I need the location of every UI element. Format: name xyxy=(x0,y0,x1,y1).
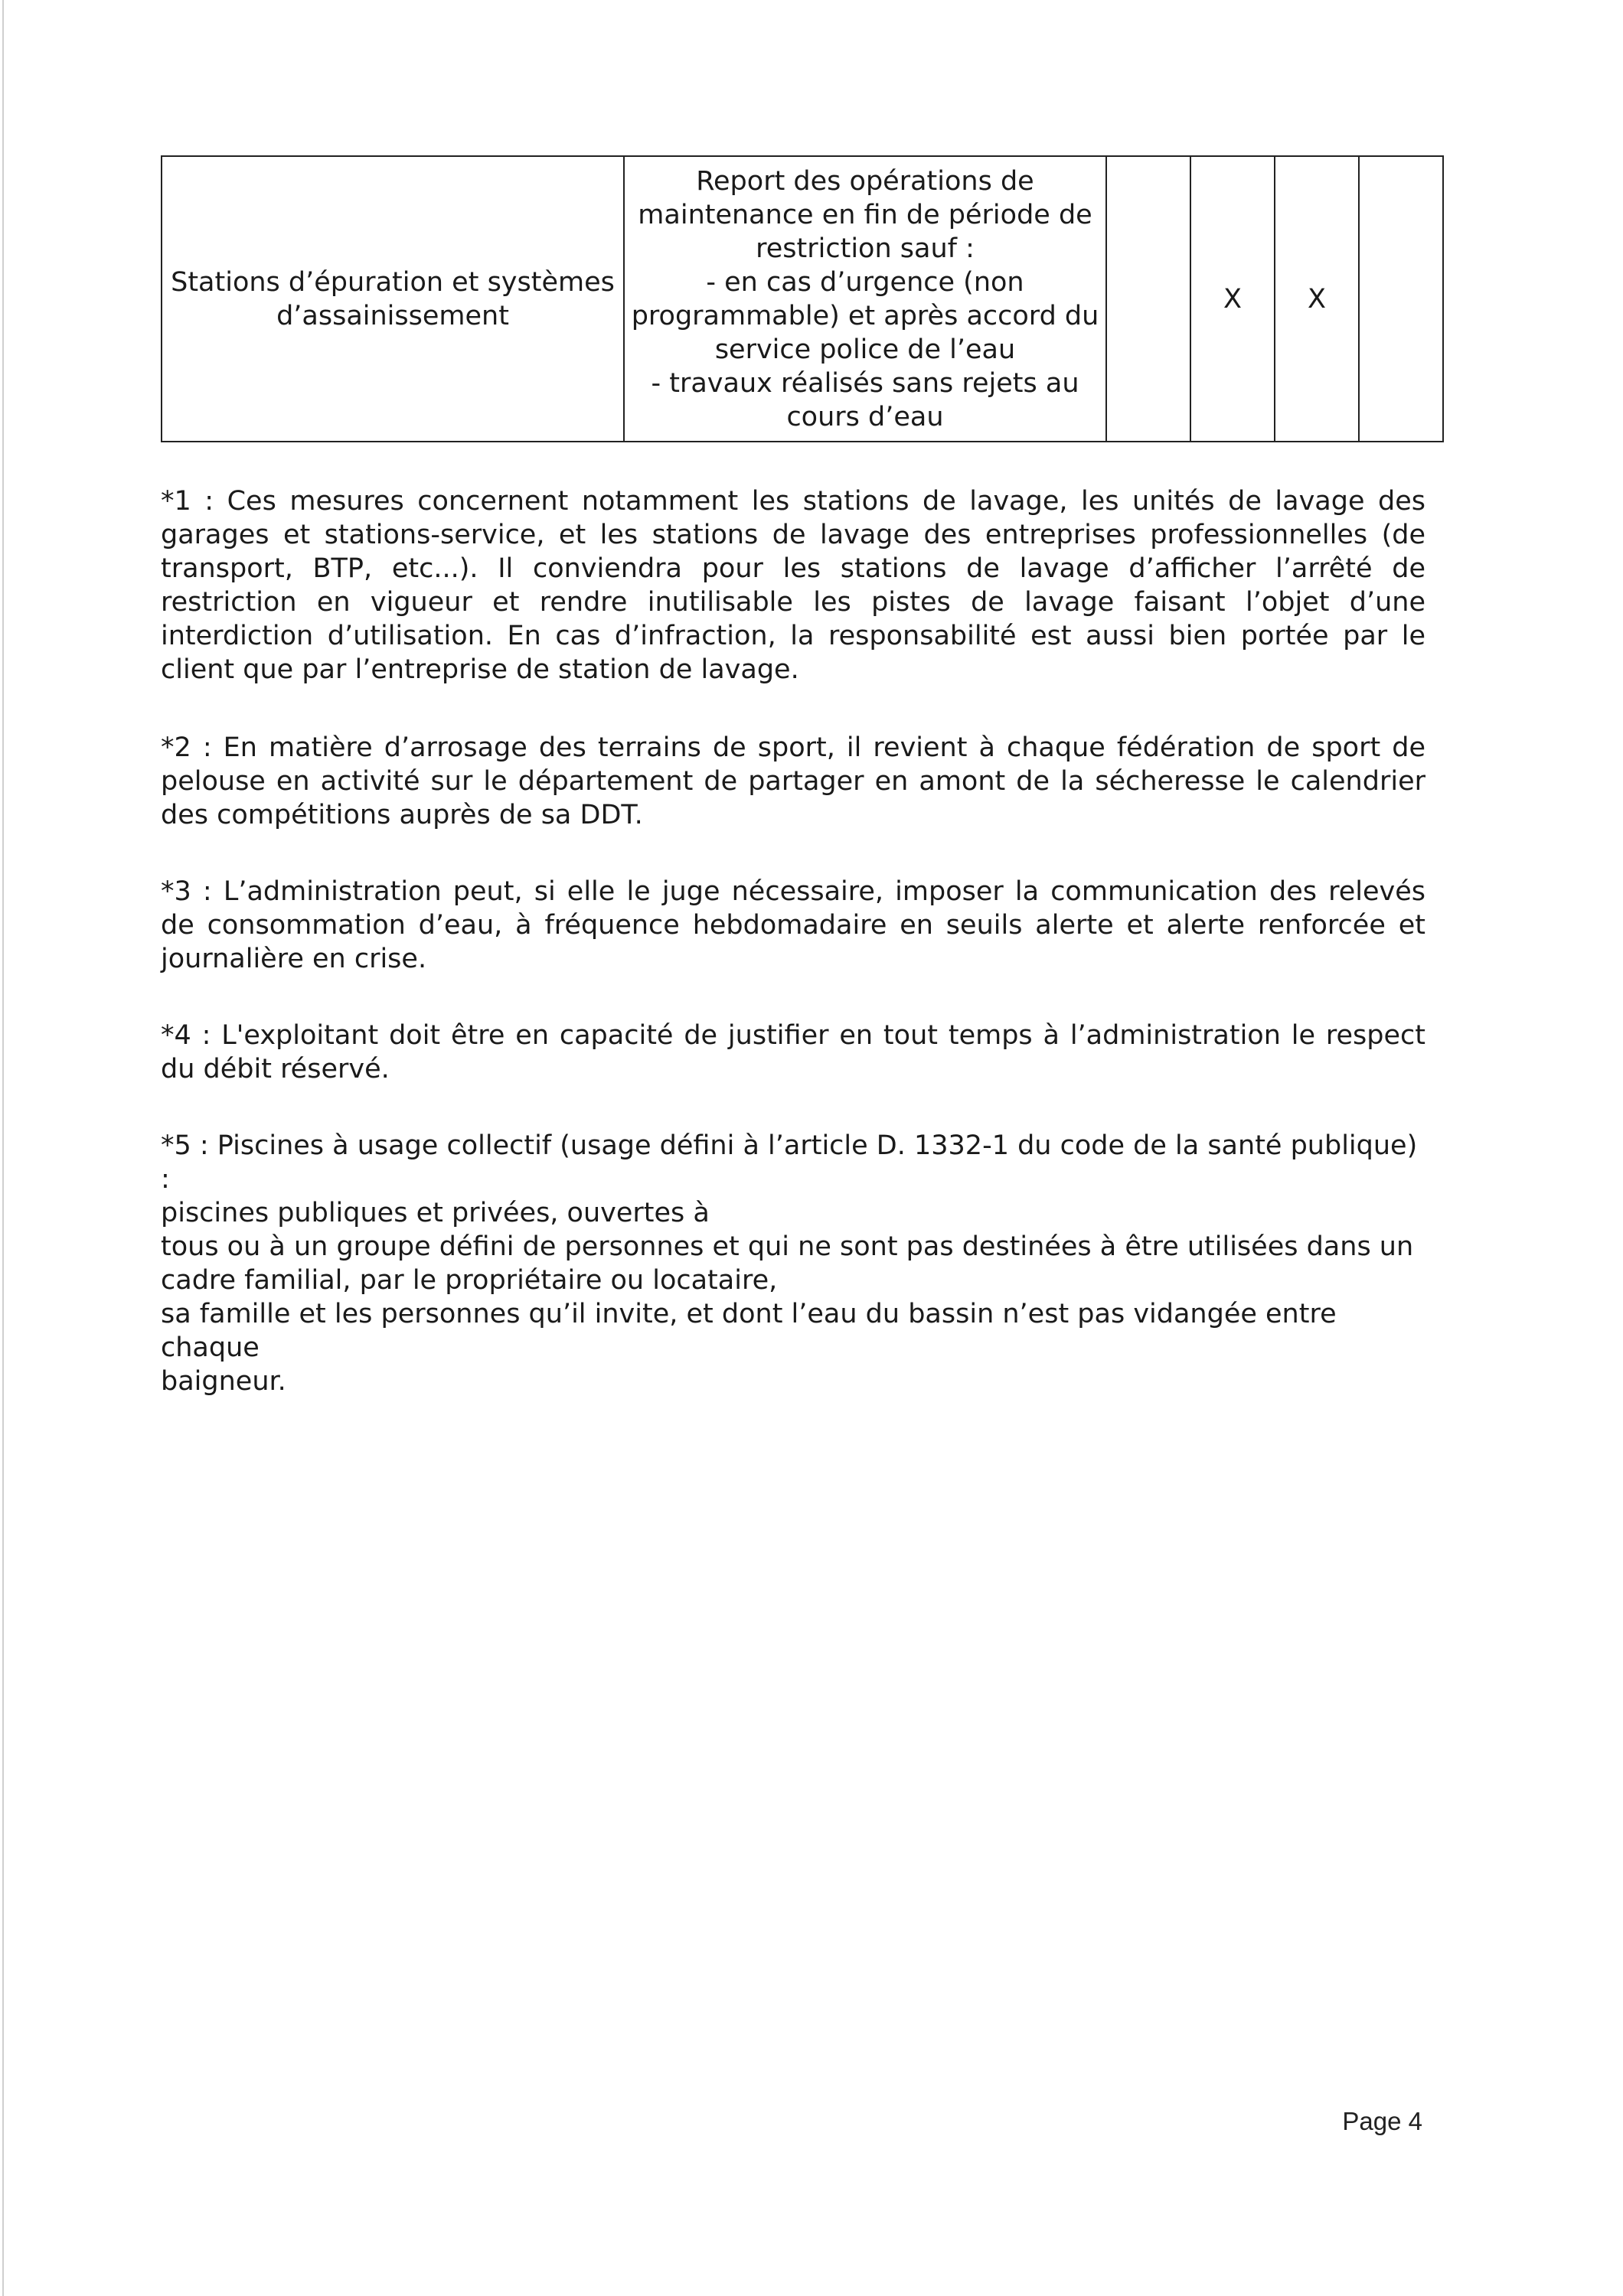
measure-line: restriction sauf : xyxy=(756,233,975,264)
measure-line: - en cas d’urgence (non xyxy=(706,266,1024,298)
page-number: Page 4 xyxy=(1342,2107,1422,2135)
footnote-5 xyxy=(161,1129,1425,1398)
footnote-2: *2 : En matière d’arrosage des terrains de sport, il revient à chaque fédération de sport de pelouse en activité sur le département de partager en amont de la sécheresse le calendrier des compétitions auprès de sa DDT. xyxy=(161,732,1425,830)
measure-line: programmable) et après accord du xyxy=(631,300,1099,331)
level-mark-cell xyxy=(1106,156,1190,442)
level-mark-cell: X xyxy=(1275,156,1359,442)
footnote-3: *3 : L’administration peut, si elle le juge nécessaire, imposer la communication des relevés de consommation d’eau, à fréquence hebdomadaire en seuils alerte et alerte renforcée et journalière en crise. xyxy=(161,876,1425,974)
table-row xyxy=(162,156,1443,442)
measure-line: - travaux réalisés sans rejets au xyxy=(651,367,1079,399)
footnote-4: *4 : L'exploitant doit être en capacité de justifier en tout temps à l’administration le respect du débit réservé. xyxy=(161,1020,1425,1084)
facility-line: d’assainissement xyxy=(276,300,509,331)
footnote-5-line: *5 : Piscines à usage collectif (usage défini à l’article D. 1332-1 du code de la santé publique) : xyxy=(161,1130,1418,1195)
footnote-1: *1 : Ces mesures concernent notamment les stations de lavage, les unités de lavage des garages et stations-service, et les stations de lavage des entreprises professionnelles (de transport, BTP, etc...). Il conviendra pour les stations de lavage d’afficher l’arrêté de restriction en vigueur et rendre inutilisable les pistes de lavage faisant l’objet d’une interdiction d’utilisation. En cas d’infraction, la responsabilité est aussi bien portée par le client que par l’entreprise de station de lavage. xyxy=(161,486,1425,685)
level-mark-cell: X xyxy=(1190,156,1275,442)
measure-line: maintenance en fin de période de xyxy=(638,199,1092,230)
footnote-5-line: sa famille et les personnes qu’il invite, et dont l’eau du bassin n’est pas vidangée entre chaque xyxy=(161,1299,1337,1363)
footnote-5-line: piscines publiques et privées, ouvertes à xyxy=(161,1198,710,1228)
facility-line: Stations d’épuration et systèmes xyxy=(171,266,615,298)
measure-line: service police de l’eau xyxy=(714,334,1016,365)
facility-cell xyxy=(162,156,624,442)
scan-page-edge xyxy=(2,0,4,2296)
measure-line: Report des opérations de xyxy=(696,165,1034,197)
measure-cell xyxy=(624,156,1106,442)
footnote-5-line: tous ou à un groupe défini de personnes et qui ne sont pas destinées à être utilisées dans un xyxy=(161,1231,1414,1262)
restriction-table xyxy=(161,155,1444,442)
measure-line: cours d’eau xyxy=(786,401,944,432)
level-mark-cell xyxy=(1359,156,1443,442)
footnote-5-line: cadre familial, par le propriétaire ou locataire, xyxy=(161,1265,778,1296)
footnote-5-line: baigneur. xyxy=(161,1366,286,1397)
